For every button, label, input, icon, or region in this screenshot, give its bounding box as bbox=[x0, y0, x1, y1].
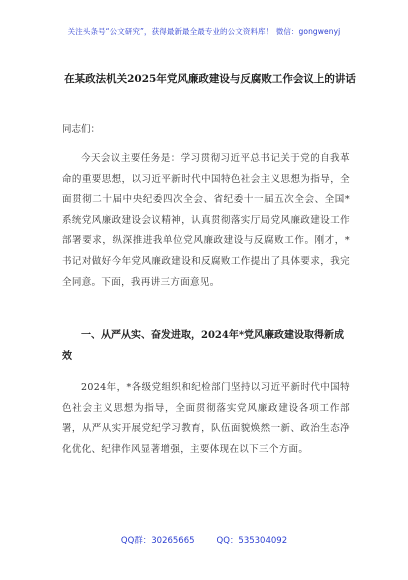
qq-number: QQ：535304092 bbox=[216, 536, 288, 546]
section-heading-1: 一、从严从实、奋发进取，2024年*党风廉政建设取得新成效 bbox=[62, 330, 345, 362]
contact-footer bbox=[0, 534, 408, 546]
document-title: 在某政法机关2025年党风廉政建设与反腐败工作会议上的讲话 bbox=[64, 73, 356, 85]
body-paragraph-1: 今天会议主要任务是：学习贯彻习近平总书记关于党的自我革命的重要思想，以习近平新时代中国特色社会主义思想为指导，全面贯彻二十届中央纪委四次全会、省纪委十一届五次全会、全国*系统党风廉政建设会议精神，认真贯彻落实厅局党风廉政建设工作部署要求，纵深推进我单位党风廉政建设与反腐败工作。刚才，*书记对做好今年党风廉政建设和反腐败工作提出了具体要求，我完全同意。下面，我再讲三方面意见。 bbox=[62, 153, 350, 288]
salutation: 同志们： bbox=[62, 124, 101, 135]
body-paragraph-2: 2024年，*各级党组织和纪检部门坚持以习近平新时代中国特色社会主义思想为指导，全面贯彻落实党风廉政建设各项工作部署，从严从实开展党纪学习教育，队伍面貌焕然一新、政治生态净化优化、纪律作风显著增强，主要体现在以下三个方面。 bbox=[62, 382, 350, 455]
promo-banner: 关注头条号“公文研究”，获得最新最全最专业的公文资料库！ 微信：gongwenyj bbox=[67, 27, 341, 36]
qq-group-number: QQ群：30265665 bbox=[120, 536, 195, 546]
